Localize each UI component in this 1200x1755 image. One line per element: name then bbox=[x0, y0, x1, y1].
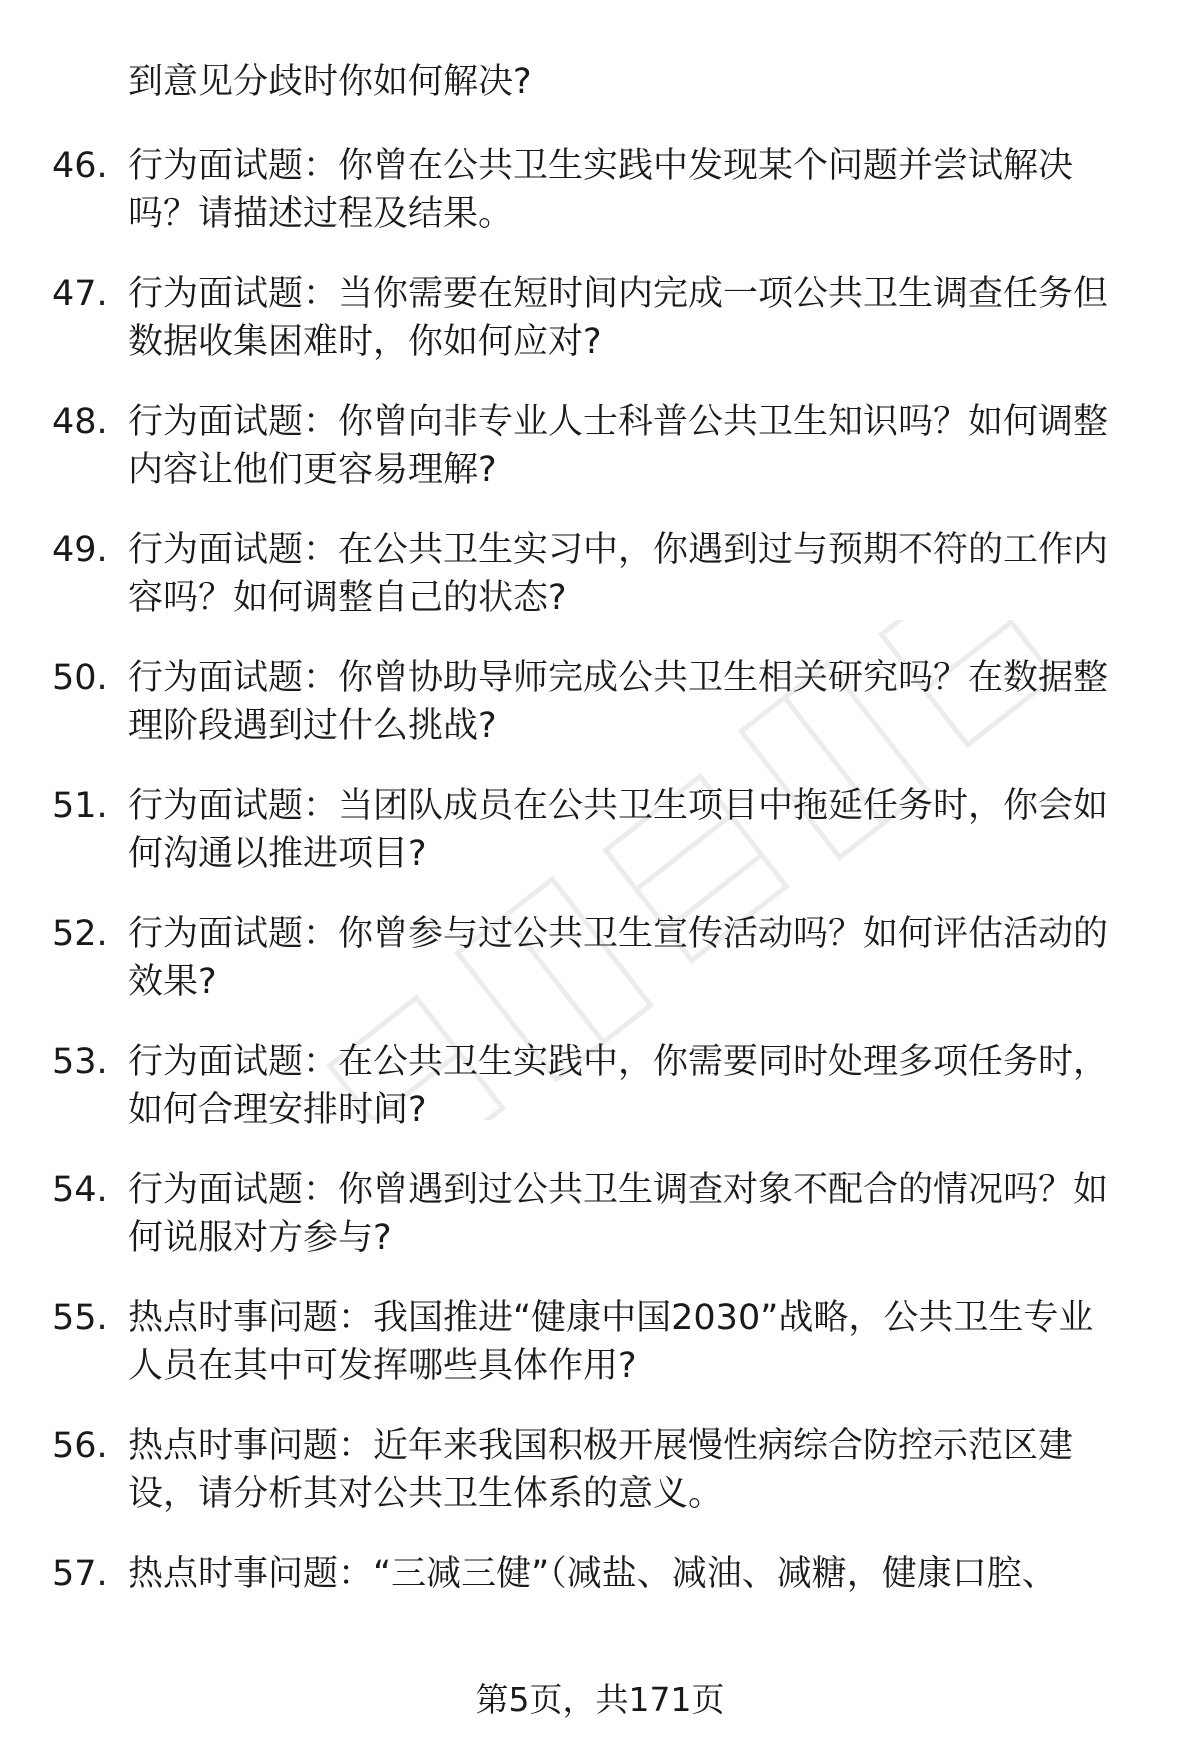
question-text: 行为面试题：你曾参与过公共卫生宣传活动吗？如何评估活动的 效果? bbox=[128, 914, 1109, 1002]
question-number: 52. bbox=[52, 914, 108, 954]
question-number: 50. bbox=[52, 658, 108, 698]
question-number: 47. bbox=[52, 274, 108, 314]
question-text: 热点时事问题：“三减三健”（减盐、减油、减糖，健康口腔、 bbox=[128, 1554, 1057, 1594]
question-text: 热点时事问题：我国推进“健康中国2030”战略，公共卫生专业 人员在其中可发挥哪些具体作用? bbox=[128, 1298, 1094, 1386]
question-item bbox=[52, 782, 1152, 878]
question-text: 热点时事问题：近年来我国积极开展慢性病综合防控示范区建 设，请分析其对公共卫生体系的意义。 bbox=[128, 1426, 1074, 1514]
question-item bbox=[52, 1550, 1152, 1598]
question-number: 57. bbox=[52, 1554, 108, 1594]
question-item bbox=[52, 1422, 1152, 1518]
question-item bbox=[52, 1038, 1152, 1134]
question-number: 51. bbox=[52, 786, 108, 826]
question-item bbox=[52, 1166, 1152, 1262]
question-item bbox=[52, 142, 1152, 238]
question-text: 行为面试题：在公共卫生实习中，你遇到过与预期不符的工作内 容吗？如何调整自己的状态? bbox=[128, 530, 1109, 618]
question-number: 56. bbox=[52, 1426, 108, 1466]
question-number: 53. bbox=[52, 1042, 108, 1082]
question-number: 49. bbox=[52, 530, 108, 570]
page-number-footer: 第5页，共171页 bbox=[475, 1680, 725, 1719]
question-item bbox=[52, 398, 1152, 494]
question-text: 行为面试题：你曾在公共卫生实践中发现某个问题并尝试解决 吗？请描述过程及结果。 bbox=[128, 146, 1074, 234]
question-number: 46. bbox=[52, 146, 108, 186]
question-item bbox=[52, 1294, 1152, 1390]
question-text: 行为面试题：在公共卫生实践中，你需要同时处理多项任务时， 如何合理安排时间? bbox=[128, 1042, 1109, 1130]
question-item bbox=[52, 910, 1152, 1006]
question-item bbox=[52, 526, 1152, 622]
question-text: 行为面试题：你曾向非专业人士科普公共卫生知识吗？如何调整 内容让他们更容易理解? bbox=[128, 402, 1109, 490]
question-number: 48. bbox=[52, 402, 108, 442]
continuation-text: 到意见分歧时你如何解决? bbox=[128, 62, 532, 102]
question-text: 行为面试题：你曾协助导师完成公共卫生相关研究吗？在数据整 理阶段遇到过什么挑战? bbox=[128, 658, 1109, 746]
question-list bbox=[52, 142, 1152, 1630]
question-text: 行为面试题：当你需要在短时间内完成一项公共卫生调查任务但 数据收集困难时，你如何应对? bbox=[128, 274, 1109, 362]
question-number: 55. bbox=[52, 1298, 108, 1338]
question-text: 行为面试题：当团队成员在公共卫生项目中拖延任务时，你会如 何沟通以推进项目? bbox=[128, 786, 1109, 874]
question-item bbox=[52, 270, 1152, 366]
question-item bbox=[52, 654, 1152, 750]
question-text: 行为面试题：你曾遇到过公共卫生调查对象不配合的情况吗？如 何说服对方参与? bbox=[128, 1170, 1109, 1258]
question-number: 54. bbox=[52, 1170, 108, 1210]
